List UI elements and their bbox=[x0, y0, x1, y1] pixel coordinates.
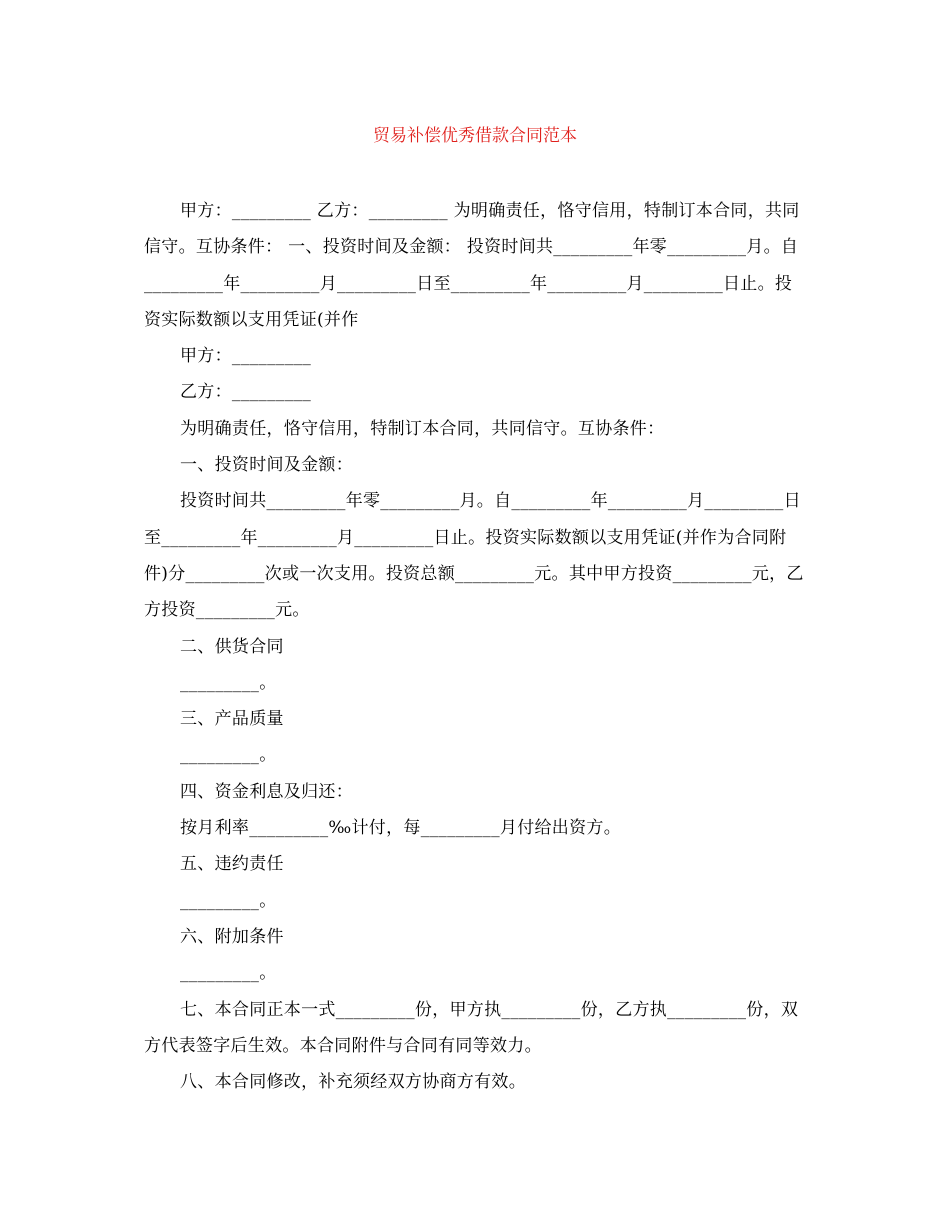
section-heading-4: 四、资金利息及归还： bbox=[180, 781, 353, 802]
paragraph-investment: 投资时间共_________年零_________月。自_________年_________月_________日至_________年_________月_________日止。投资实际数额以支用凭证(并作为合同附件)分_________次或一次支用。投资总额_________元。其中甲方投资_________元，乙方投资_________元。 bbox=[144, 491, 804, 621]
paragraph-copies: 七、本合同正本一式_________份，甲方执_________份，乙方执_________份，双方代表签字后生效。本合同附件与合同有同等效力。 bbox=[144, 999, 799, 1056]
section-heading-6: 六、附加条件 bbox=[180, 926, 284, 947]
section-heading-3: 三、产品质量 bbox=[180, 709, 284, 730]
paragraph-blank-5: _________。 bbox=[180, 890, 277, 911]
paragraph-interest: 按月利率_________‰计付，每_________月付给出资方。 bbox=[180, 818, 622, 839]
paragraph-preamble: 为明确责任，恪守信用，特制订本合同，共同信守。互协条件： bbox=[180, 418, 665, 439]
document-body bbox=[144, 193, 804, 1100]
document-title: 贸易补偿优秀借款合同范本 bbox=[373, 126, 577, 146]
paragraph-intro: 甲方：_________ 乙方：_________ 为明确责任，恪守信用，特制订本合同，共同信守。互协条件： 一、投资时间及金额： 投资时间共_________年零_________月。自_________年_________月_________日至_________年_________月_________日止。投资实际数额以支用凭证(并作 bbox=[144, 201, 800, 330]
paragraph-blank-3: _________。 bbox=[180, 745, 277, 766]
section-heading-5: 五、违约责任 bbox=[180, 854, 284, 875]
paragraph-party-b: 乙方：_________ bbox=[180, 382, 312, 403]
paragraph-blank-6: _________。 bbox=[180, 963, 277, 984]
paragraph-amendment: 八、本合同修改，补充须经双方协商方有效。 bbox=[180, 1072, 526, 1093]
section-heading-2: 二、供货合同 bbox=[180, 636, 284, 657]
paragraph-blank-2: _________。 bbox=[180, 672, 277, 693]
paragraph-party-a: 甲方：_________ bbox=[180, 346, 312, 367]
section-heading-1: 一、投资时间及金额： bbox=[180, 455, 353, 476]
